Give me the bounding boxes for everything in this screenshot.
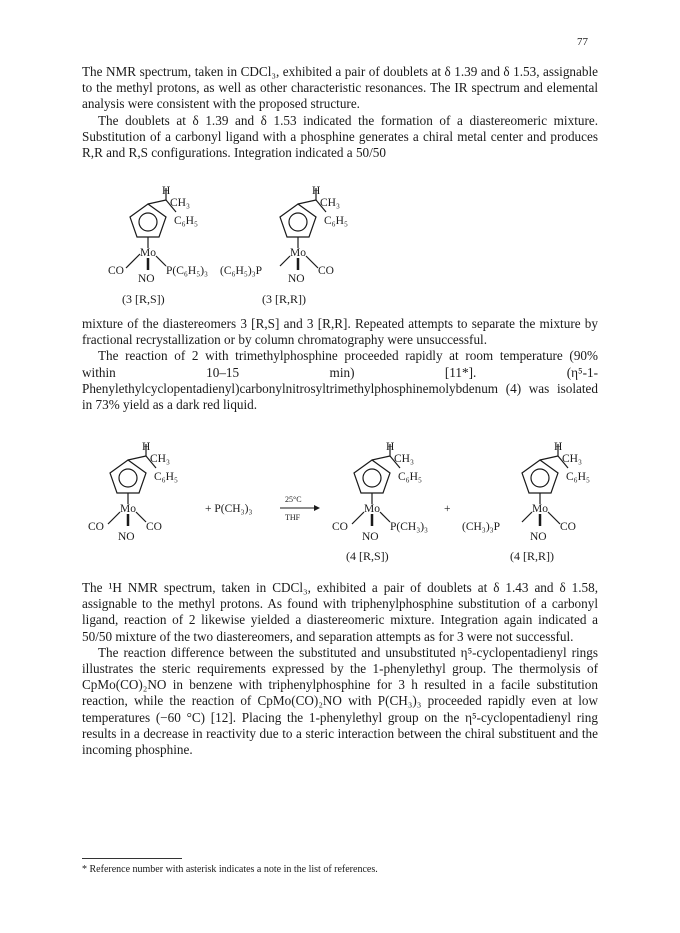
- atom-Mo: Mo: [140, 247, 156, 259]
- scheme-1: [0, 184, 680, 309]
- page-number: 77: [577, 36, 588, 48]
- atom-CO: CO: [318, 265, 334, 277]
- atom-H: H: [386, 441, 395, 453]
- label-3RR: (3 [R,R]): [262, 292, 306, 306]
- condition-temperature: 25°C: [285, 495, 302, 504]
- footnote-divider: [82, 858, 182, 859]
- atom-CH3: CH₃: [170, 197, 190, 209]
- label-3RS: (3 [R,S]): [122, 292, 165, 306]
- atom-C6H5: C₆H₅: [324, 215, 348, 227]
- atom-C6H5: C₆H₅: [398, 471, 422, 483]
- atom-PMe3: P(CH₃)₃: [390, 521, 429, 533]
- atom-CO: CO: [108, 265, 124, 277]
- atom-CH3: CH₃: [562, 453, 582, 465]
- atom-Mo: Mo: [364, 503, 380, 515]
- paragraph: The NMR spectrum, taken in CDCl₃, exhibited a pair of doublets at δ 1.39 and δ 1.53, assignable to the methyl protons, as well as other characteristic resonances. The IR spectrum and elemental analysis were consistent with the proposed structure.: [82, 64, 598, 112]
- text-block-3: [82, 580, 598, 758]
- atom-C6H5: C₆H₅: [154, 471, 178, 483]
- condition-solvent: THF: [285, 513, 301, 522]
- scheme-2: [0, 440, 680, 565]
- paragraph: The reaction of 2 with trimethylphosphine proceeded rapidly at room temperature (90% within 10–15 min) [11*]. (η⁵-1-Phenylethylcyclopentadienyl)carbonylnitrosyltrimethylphosphinemolybdenum (4) was isolated in 73% yield as a dark red liquid.: [82, 348, 598, 413]
- atom-Mo: Mo: [120, 503, 136, 515]
- atom-Ph3P: (C₆H₅)₃P: [220, 265, 263, 277]
- atom-CO: CO: [332, 521, 348, 533]
- atom-H: H: [312, 185, 321, 197]
- atom-CH3: CH₃: [394, 453, 414, 465]
- plus-sign: +: [444, 503, 451, 515]
- atom-CO: CO: [146, 521, 162, 533]
- reagent: + P(CH₃)₃: [205, 503, 253, 515]
- atom-PPh3: P(C₆H₅)₃: [166, 265, 209, 277]
- atom-NO: NO: [530, 531, 547, 543]
- reaction-arrowhead: [314, 505, 320, 511]
- atom-Mo: Mo: [532, 503, 548, 515]
- text-block-2: [82, 316, 598, 413]
- paragraph: mixture of the diastereomers 3 [R,S] and 3 [R,R]. Repeated attempts to separate the mixture by fractional recrystallization or by column chromatography were unsuccessful.: [82, 316, 598, 348]
- atom-CO: CO: [560, 521, 576, 533]
- atom-NO: NO: [288, 273, 305, 285]
- scheme-2-drawing: [0, 440, 680, 565]
- scheme-1-drawing: [0, 184, 680, 309]
- atom-CO: CO: [88, 521, 104, 533]
- label-4RS: (4 [R,S]): [346, 549, 389, 563]
- atom-H: H: [162, 185, 171, 197]
- label-4RR: (4 [R,R]): [510, 549, 554, 563]
- atom-CH3: CH₃: [150, 453, 170, 465]
- atom-Mo: Mo: [290, 247, 306, 259]
- atom-H: H: [142, 441, 151, 453]
- atom-C6H5: C₆H₅: [566, 471, 590, 483]
- atom-NO: NO: [138, 273, 155, 285]
- paragraph: The doublets at δ 1.39 and δ 1.53 indicated the formation of a diastereomeric mixture. Substitution of a carbonyl ligand with a phosphine generates a chiral metal center and produces R,R and R,S configurations. Integration indicated a 50/50: [82, 112, 598, 161]
- atom-C6H5: C₆H₅: [174, 215, 198, 227]
- atom-NO: NO: [118, 531, 135, 543]
- paragraph: The ¹H NMR spectrum, taken in CDCl₃, exhibited a pair of doublets at δ 1.43 and δ 1.58, assignable to the methyl protons. As found with triphenylphosphine substitution of a carbonyl ligand, reaction of 2 likewise yielded a diastereomeric mixture. Integration again indicated a 50/50 mixture of the two diastereomers, and separation attempts as for 3 were not successful.: [82, 580, 598, 644]
- atom-H: H: [554, 441, 563, 453]
- paragraph: The reaction difference between the substituted and unsubstituted η⁵-cyclopentadienyl rings illustrates the steric requirements expressed by the 1-phenylethyl group. The thermolysis of CpMo(CO)₂NO in benzene with triphenylphosphine for 3 h resulted in a facile substitution reaction, while the reaction of CpMo(CO)₂NO with P(CH₃)₃ proceeded rapidly even at low temperatures (−60 °C) [12]. Placing the 1-phenylethyl group on the η⁵-cyclopentadienyl ring results in a decrease in reactivity due to a steric interaction between the chiral substituent and the incoming phosphine.: [82, 644, 598, 758]
- atom-NO: NO: [362, 531, 379, 543]
- text-block-1: [82, 64, 598, 161]
- atom-Me3P: (CH₃)₃P: [462, 521, 501, 533]
- atom-CH3: CH₃: [320, 197, 340, 209]
- footnote: * Reference number with asterisk indicates a note in the list of references.: [82, 864, 378, 875]
